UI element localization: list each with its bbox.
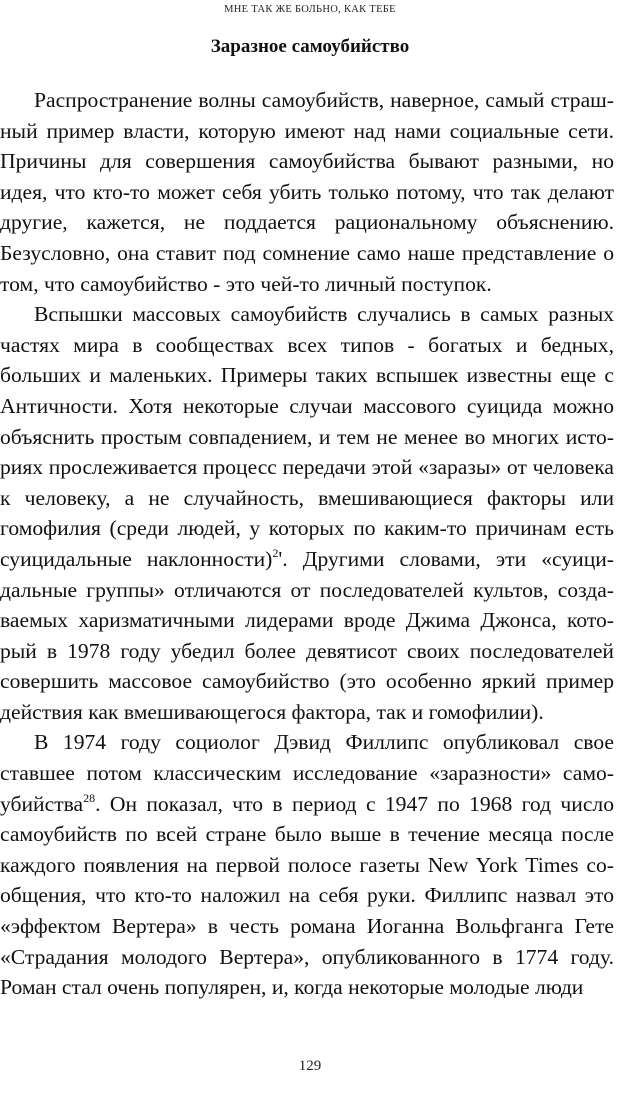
section-title: Заразное самоубийство	[210, 36, 410, 57]
text-line: Распространение волны самоубийств, наверное, самый страш-	[34, 88, 614, 112]
text-line: Античности. Хотя некоторые случаи массового суицида можно	[0, 393, 614, 418]
text-line: Вспышки массовых самоубийств случались в самых разных	[34, 302, 614, 327]
text-line: ный пример власти, которую имеют над нами социальные сети.	[0, 118, 614, 143]
text-fragment: суицидальные наклонности)	[0, 546, 273, 571]
text-fragment: '. Другими словами, эти «суици-	[278, 546, 614, 571]
text-fragment: убийства	[0, 791, 84, 816]
text-line: объяснить простым совпадением, и тем не менее во многих исто-	[0, 424, 614, 449]
text-line: В 1974 году социолог Дэвид Филлипс опубликовал свое	[34, 730, 614, 755]
paragraph-3	[0, 727, 614, 1002]
text-line: частях мира в сообществах всех типов - богатых и бедных,	[0, 332, 614, 357]
text-line: самоубийств по всей стране было выше в течение месяца после	[0, 822, 614, 847]
text-line: ставшее потом классическим исследование «заразности» само-	[0, 761, 614, 786]
paragraph-2	[0, 299, 614, 727]
text-line: Причины для совершения самоубийства бывают разными, но	[0, 149, 614, 174]
text-line-with-footnote	[0, 789, 614, 820]
text-line: Безусловно, она ставит под сомнение само наше представление о	[0, 240, 614, 265]
text-line: ваемых харизматичными лидерами вроде Джима Джонса, кото-	[0, 608, 614, 633]
text-line: совершить массовое самоубийство (это особенно яркий пример	[0, 669, 614, 694]
text-line: к человеку, а не случайность, вмешивающиеся факторы или	[0, 485, 614, 510]
text-line: дальные группы» отличаются от последователей культов, созда-	[0, 577, 614, 602]
page-number: 129	[298, 1058, 322, 1074]
paragraph-1	[0, 85, 614, 299]
text-line: действия как вмешивающегося фактора, так и гомофилии).	[0, 699, 544, 724]
text-line: каждого появления на первой полосе газеты New York Times со-	[0, 852, 614, 877]
text-line: гомофилия (среди людей, у которых по каким-то причинам есть	[0, 516, 614, 541]
text-line: «Страдания молодого Вертера», опубликованного в 1774 году.	[0, 944, 614, 969]
text-line: общения, что кто-то наложил на себя руки. Филлипс назвал это	[0, 883, 614, 908]
text-line: рый в 1978 году убедил более девятисот своих последователей	[0, 638, 614, 663]
text-line: том, что самоубийство - это чей-то личный поступок.	[0, 271, 492, 296]
text-line: идея, что кто-то может себя убить только потому, что так делают	[0, 179, 614, 204]
text-line-with-footnote	[0, 544, 614, 575]
running-head: МНЕ ТАК ЖЕ БОЛЬНО, КАК ТЕБЕ	[224, 4, 396, 15]
text-line: Роман стал очень популярен, и, когда некоторые молодые люди	[0, 975, 584, 1000]
text-line: «эффектом Вертера» в честь романа Иоганна Вольфганга Гете	[0, 914, 614, 939]
body-text	[0, 85, 614, 1003]
footnote-marker: 2	[272, 545, 279, 560]
text-line: больших и маленьких. Примеры таких вспышек известны еще с	[0, 363, 614, 388]
text-fragment: . Он показал, что в период с 1947 по 1968 год число	[95, 791, 614, 816]
footnote-marker: 28	[83, 790, 96, 805]
text-line: риях прослеживается процесс передачи этой «заразы» от человека	[0, 455, 614, 480]
text-line: другие, кажется, не поддается рациональному объяснению.	[0, 210, 614, 235]
